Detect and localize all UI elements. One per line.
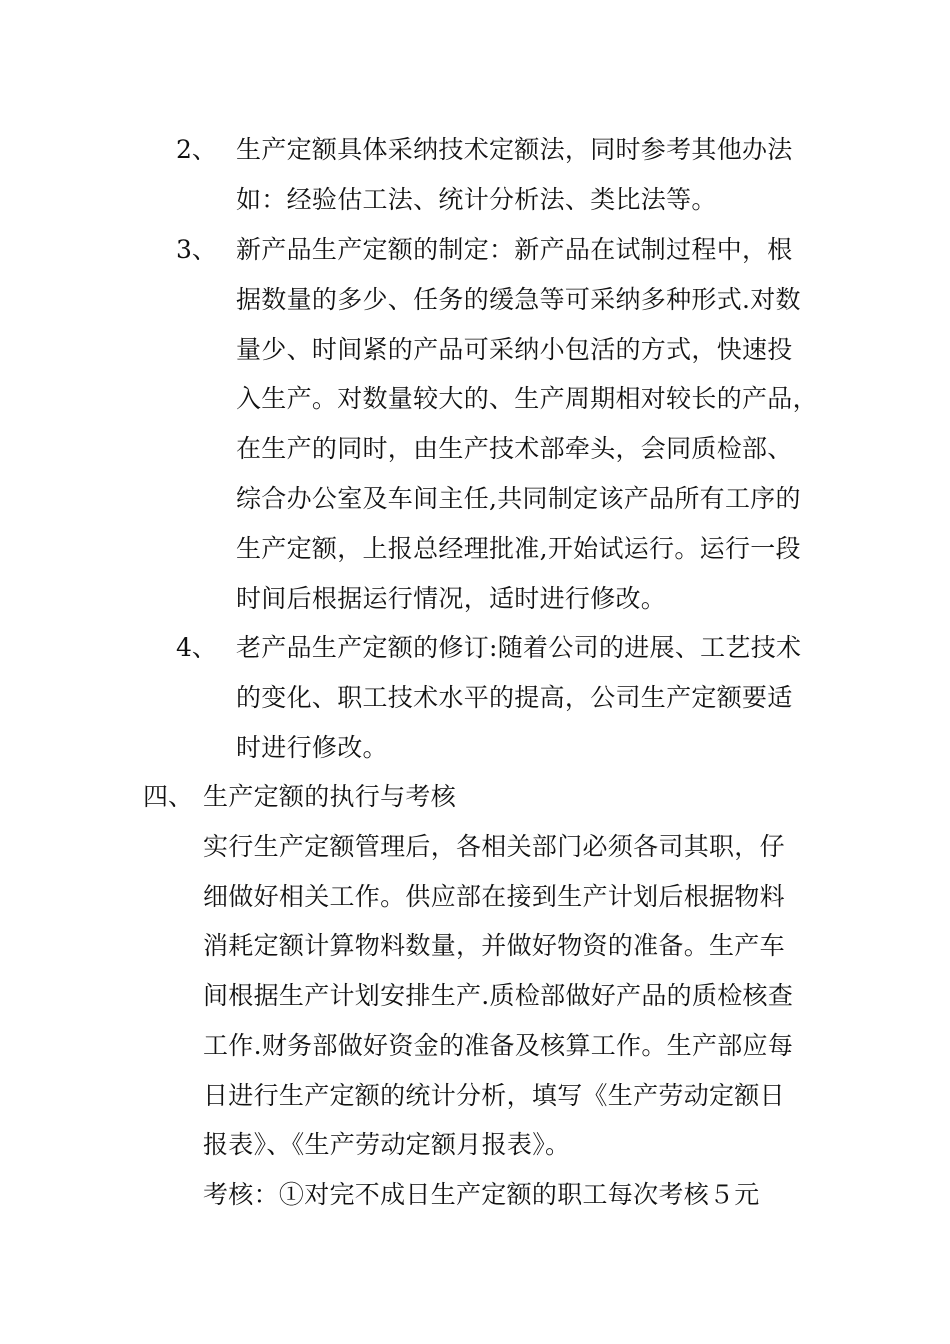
section-body-line: 实行生产定额管理后，各相关部门必须各司其职，仔	[203, 832, 785, 861]
item-text-line: 新产品生产定额的制定：新产品在试制过程中，根	[236, 235, 793, 264]
item-text-line: 如：经验估工法、统计分析法、类比法等。	[236, 185, 717, 214]
item-text-line: 在生产的同时，由生产技术部牵头，会同质检部、	[236, 434, 793, 463]
item-number: 3、	[176, 235, 217, 264]
section-body-line: 细做好相关工作。供应部在接到生产计划后根据物料	[203, 882, 785, 911]
item-text-line: 的变化、职工技术水平的提高，公司生产定额要适	[236, 683, 793, 712]
item-text-line: 综合办公室及车间主任,共同制定该产品所有工序的	[236, 484, 801, 513]
section-body-line: 间根据生产计划安排生产.质检部做好产品的质检核查	[203, 981, 794, 1010]
section-body-line: 报表》、《生产劳动定额月报表》。	[203, 1130, 571, 1159]
item-text-line: 生产定额具体采纳技术定额法，同时参考其他办法	[236, 135, 793, 164]
section-body-line: 消耗定额计算物料数量，并做好物资的准备。生产车	[203, 931, 785, 960]
item-number: 4、	[176, 633, 217, 662]
assessment-line: 考核：①对完不成日生产定额的职工每次考核５元	[203, 1180, 760, 1209]
item-text-line: 生产定额，上报总经理批准,开始试运行。运行一段	[236, 534, 801, 563]
item-text-line: 老产品生产定额的修订:随着公司的进展、工艺技术	[236, 633, 802, 662]
item-text-line: 入生产。对数量较大的、生产周期相对较长的产品，	[236, 384, 818, 413]
item-number: 2、	[176, 135, 217, 164]
item-text-line: 时间后根据运行情况，适时进行修改。	[236, 584, 667, 613]
section-heading: 生产定额的执行与考核	[203, 782, 457, 811]
section-body-line: 日进行生产定额的统计分析，填写《生产劳动定额日	[203, 1081, 785, 1110]
section-body-line: 工作.财务部做好资金的准备及核算工作。生产部应每	[203, 1031, 794, 1060]
item-text-line: 时进行修改。	[236, 733, 388, 762]
section-number: 四、	[143, 782, 194, 811]
item-text-line: 量少、时间紧的产品可采纳小包活的方式，快速投	[236, 335, 793, 364]
item-text-line: 据数量的多少、任务的缓急等可采纳多种形式.对数	[236, 285, 801, 314]
